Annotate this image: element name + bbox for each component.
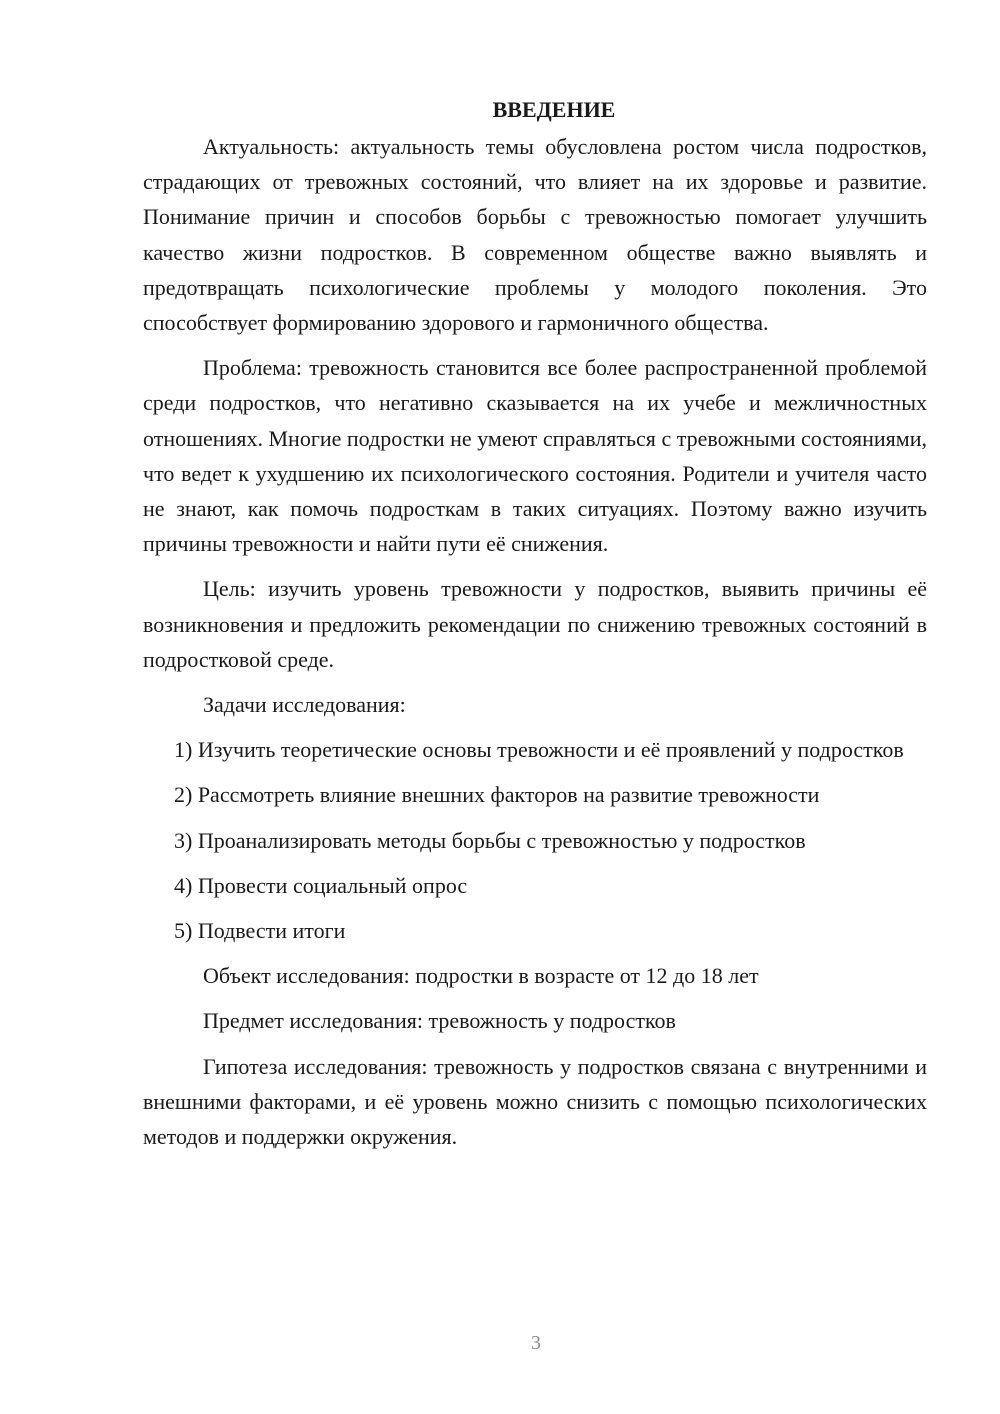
paragraph-problem: Проблема: тревожность становится все более распространенной проблемой среди подростков, что негативно сказывается на их учебе и межличностных отношениях. Многие подростки не умеют справляться с тревожными состояниями, что ведет к ухудшению их психологического состояния. Родители и учителя часто не знают, как помочь подросткам в таких ситуациях. Поэтому важно изучить причины тревожности и найти пути её снижения. [143,355,927,557]
section-heading: ВВЕДЕНИЕ [492,97,616,122]
research-object: Объект исследования: подростки в возрасте от 12 до 18 лет [203,963,759,989]
page-number: 3 [531,1332,541,1354]
research-hypothesis: Гипотеза исследования: тревожность у подростков связана с внутренними и внешними факторами, и её уровень можно снизить с помощью психологических методов и поддержки окружения. [143,1053,927,1150]
task-item-3: 3) Проанализировать методы борьбы с тревожностью у подростков [174,827,806,853]
tasks-title: Задачи исследования: [203,692,406,718]
task-item-2: 2) Рассмотреть влияние внешних факторов на развитие тревожности [174,782,820,808]
paragraph-goal: Цель: изучить уровень тревожности у подростков, выявить причины её возникновения и предложить рекомендации по снижению тревожных состояний в подростковой среде. [143,576,927,672]
research-subject: Предмет исследования: тревожность у подростков [203,1008,676,1034]
task-item-5: 5) Подвести итоги [174,918,346,944]
paragraph-relevance: Актуальность: актуальность темы обусловлена ростом числа подростков, страдающих от тревожных состояний, что влияет на их здоровье и развитие. Понимание причин и способов борьбы с тревожностью помогает улучшить качество жизни подростков. В современном обществе важно выявлять и предотвращать психологические проблемы у молодого поколения. Это способствует формированию здорового и гармоничного общества. [143,134,927,336]
task-item-1: 1) Изучить теоретические основы тревожности и её проявлений у подростков [174,737,904,763]
task-item-4: 4) Провести социальный опрос [174,872,468,898]
tasks-list [143,732,927,948]
